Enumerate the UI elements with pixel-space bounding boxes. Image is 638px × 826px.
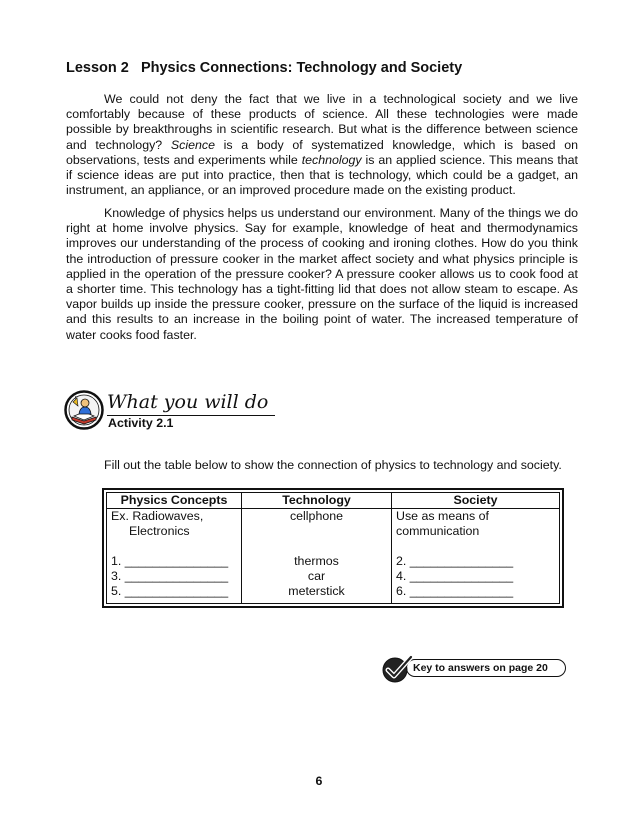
paragraph-text: is a body of systematized knowledge, which is based on observations, tests and experiments while — [66, 137, 578, 167]
blank-6[interactable]: 6. _______________ — [396, 584, 514, 598]
concepts-cell — [107, 509, 242, 604]
technology-item: meterstick — [288, 584, 345, 598]
example-society: communication — [396, 524, 480, 538]
answer-key-callout[interactable] — [380, 654, 568, 682]
header-physics-concepts: Physics Concepts — [107, 493, 242, 509]
blank-5[interactable]: 5. _______________ — [111, 584, 229, 598]
example-technology: cellphone — [289, 509, 344, 523]
paragraph-text: We could not deny the fact that we live in a technological society and we live comfortably because of these products of science. All these technologies were made possible by breakthroughs in scientific research. But what is the difference between science and technology? — [66, 92, 578, 152]
blank-3[interactable]: 3. _______________ — [111, 569, 229, 583]
blank-4[interactable]: 4. _______________ — [396, 569, 514, 583]
answer-key-label: Key to answers on page 20 — [406, 659, 566, 677]
example-concept: Ex. Radiowaves, — [111, 509, 204, 523]
technology-item: car — [307, 569, 326, 583]
activity-label: Activity 2.1 — [108, 416, 174, 430]
science-term: Science — [170, 137, 215, 152]
intro-paragraph — [66, 92, 578, 198]
example-society: Use as means of — [396, 509, 489, 523]
page-number: 6 — [315, 774, 323, 788]
example-concept: Electronics — [129, 524, 190, 538]
heading-text: What you will do — [107, 391, 269, 413]
header-society: Society — [392, 493, 560, 509]
table-header-row — [107, 493, 560, 509]
header-technology: Technology — [242, 493, 392, 509]
society-cell — [392, 509, 560, 604]
what-you-will-do-heading — [107, 391, 268, 413]
paragraph-text: is an applied science. This means that if science ideas are put into practice, then that is technology, which could be a gadget, an instrument, an appliance, or an improved procedure made on the existing product. — [66, 152, 578, 198]
activity-table — [102, 488, 564, 608]
lesson-title: Lesson 2 Physics Connections: Technology and Society — [66, 60, 463, 76]
technology-item: thermos — [294, 554, 339, 568]
paragraph-text: Knowledge of physics helps us understand our environment. Many of the things we do right at home involve physics. Say for example, knowledge of heat and thermodynamics improves our understanding of the process of cooking and ironing clothes. How do you think the introduction of pressure cooker in the market affect society and what physics principle is applied in the operation of the pressure cooker? A pressure cooker allows us to cook food at a shorter time. This technology has a tight-fitting lid that does not allow steam to escape. As vapor builds up inside the pressure cooker, pressure on the surface of the liquid is increased and this results to an increase in the boiling point of water. The increased temperature of water cooks food faster. — [66, 206, 578, 342]
physics-paragraph — [66, 206, 578, 343]
blank-2[interactable]: 2. _______________ — [396, 554, 514, 568]
technology-term: technology — [301, 152, 362, 167]
blank-1[interactable]: 1. _______________ — [111, 554, 229, 568]
activity-instruction: Fill out the table below to show the connection of physics to technology and society. — [104, 458, 562, 472]
technology-cell — [242, 509, 392, 604]
checkmark-icon — [380, 654, 414, 684]
table-row — [107, 509, 560, 604]
student-reading-icon — [64, 390, 104, 430]
